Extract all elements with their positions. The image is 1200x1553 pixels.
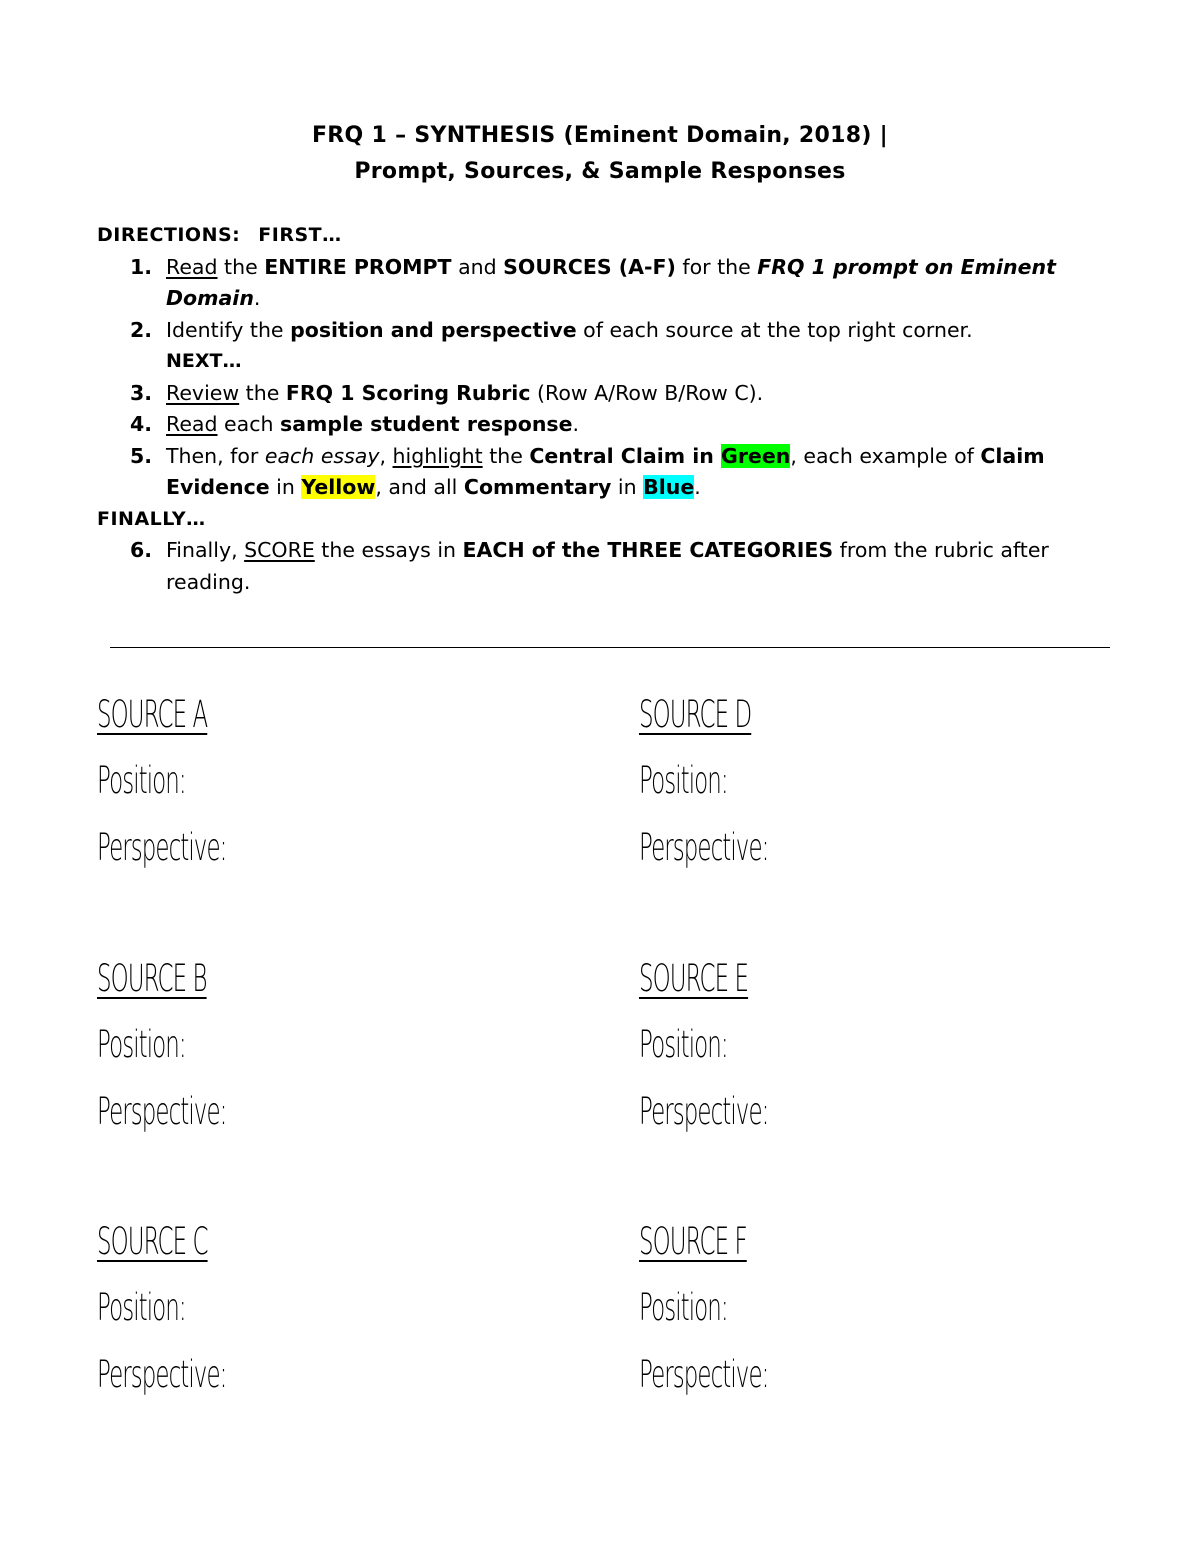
direction-item-2 <box>97 315 1117 347</box>
title-line-1: FRQ 1 – SYNTHESIS (Eminent Domain, 2018) | <box>311 123 889 148</box>
text-run: , each example of <box>790 443 981 468</box>
read-underlined: Read <box>166 254 218 279</box>
text-run: each <box>217 412 280 436</box>
perspective-label: Perspective: <box>97 826 227 869</box>
source-c-block <box>97 1217 557 1417</box>
direction-item-1 <box>97 252 1117 315</box>
title-line-2: Prompt, Sources, & Sample Responses <box>354 159 846 184</box>
horizontal-divider <box>110 647 1110 648</box>
green-highlight: Green <box>721 443 791 468</box>
source-title: SOURCE F <box>639 1220 747 1263</box>
highlight-underlined: highlight <box>392 443 483 468</box>
bold-italic-run: FRQ 1 prompt on Eminent Domain <box>166 254 1056 310</box>
finally-label: FINALLY… <box>97 507 206 530</box>
text-run: from the rubric after reading. <box>166 538 1049 594</box>
text-run: the essays in <box>314 538 463 562</box>
perspective-label: Perspective: <box>639 826 769 869</box>
text-run: the <box>482 443 530 468</box>
text-run: Identify the <box>166 317 291 342</box>
directions-heading <box>97 220 1117 252</box>
directions-section <box>97 220 1117 598</box>
position-label: Position: <box>639 1023 728 1066</box>
bold-run: EACH of the THREE CATEGORIES <box>462 538 834 562</box>
direction-item-6 <box>97 535 1117 598</box>
source-title: SOURCE A <box>97 693 208 736</box>
text-run: and <box>451 254 504 279</box>
item-number: 1. <box>130 254 153 279</box>
directions-list <box>97 252 1117 347</box>
directions-list-final <box>97 535 1117 598</box>
source-b-block <box>97 954 557 1154</box>
item-number: 5. <box>130 443 153 468</box>
text-run: for the <box>675 254 758 279</box>
directions-list-continued <box>97 378 1117 504</box>
text-run: , and all <box>375 475 464 499</box>
position-label: Position: <box>639 759 728 802</box>
direction-item-4 <box>97 409 1117 441</box>
source-title: SOURCE D <box>639 693 752 736</box>
next-label: NEXT… <box>166 350 242 372</box>
bold-run: SOURCES (A-F) <box>503 254 676 279</box>
first-label: FIRST… <box>258 224 342 246</box>
text-run: . <box>572 412 580 436</box>
bold-run: Central Claim in <box>529 443 721 468</box>
source-e-block <box>639 954 1099 1154</box>
position-label: Position: <box>639 1286 728 1329</box>
item-number: 3. <box>130 380 153 405</box>
italic-run: each essay <box>264 443 380 468</box>
source-title: SOURCE B <box>97 957 207 1000</box>
text-run: Finally, <box>166 538 245 562</box>
bold-run: position and perspective <box>290 317 577 342</box>
direction-item-3 <box>97 378 1117 410</box>
perspective-label: Perspective: <box>97 1353 227 1396</box>
item-number: 4. <box>130 412 153 436</box>
perspective-label: Perspective: <box>97 1090 227 1133</box>
bold-run: ENTIRE PROMPT <box>264 254 452 279</box>
blue-highlight: Blue <box>643 475 695 499</box>
text-run: . <box>694 475 701 499</box>
bold-run: FRQ 1 Scoring Rubric <box>285 380 531 405</box>
read-underlined: Read <box>166 412 218 436</box>
text-run: (Row A/Row B/Row C). <box>530 380 764 405</box>
text-run: in <box>269 475 302 499</box>
yellow-highlight: Yellow <box>301 475 376 499</box>
source-title: SOURCE C <box>97 1220 208 1263</box>
direction-item-5 <box>97 441 1117 504</box>
document-title <box>0 118 1200 190</box>
item-number: 6. <box>130 538 153 562</box>
text-run: in <box>611 475 644 499</box>
item-number: 2. <box>130 317 153 342</box>
review-underlined: Review <box>166 380 240 405</box>
bold-run: Commentary <box>463 475 612 499</box>
directions-label: DIRECTIONS: <box>97 224 241 246</box>
position-label: Position: <box>97 1023 186 1066</box>
text-run: of each source at the top right corner. <box>576 317 973 342</box>
position-label: Position: <box>97 759 186 802</box>
source-title: SOURCE E <box>639 957 749 1000</box>
perspective-label: Perspective: <box>639 1090 769 1133</box>
source-a-block <box>97 690 557 890</box>
text-run: , <box>379 443 393 468</box>
text-run: . <box>253 286 261 310</box>
score-underlined: SCORE <box>244 538 315 562</box>
bold-run: Claim Evidence <box>166 443 1045 499</box>
bold-run: sample student response <box>280 412 573 436</box>
text-run: the <box>217 254 265 279</box>
text-run: Then, for <box>166 443 265 468</box>
perspective-label: Perspective: <box>639 1353 769 1396</box>
source-d-block <box>639 690 1099 890</box>
source-f-block <box>639 1217 1099 1417</box>
text-run: the <box>239 380 286 405</box>
position-label: Position: <box>97 1286 186 1329</box>
